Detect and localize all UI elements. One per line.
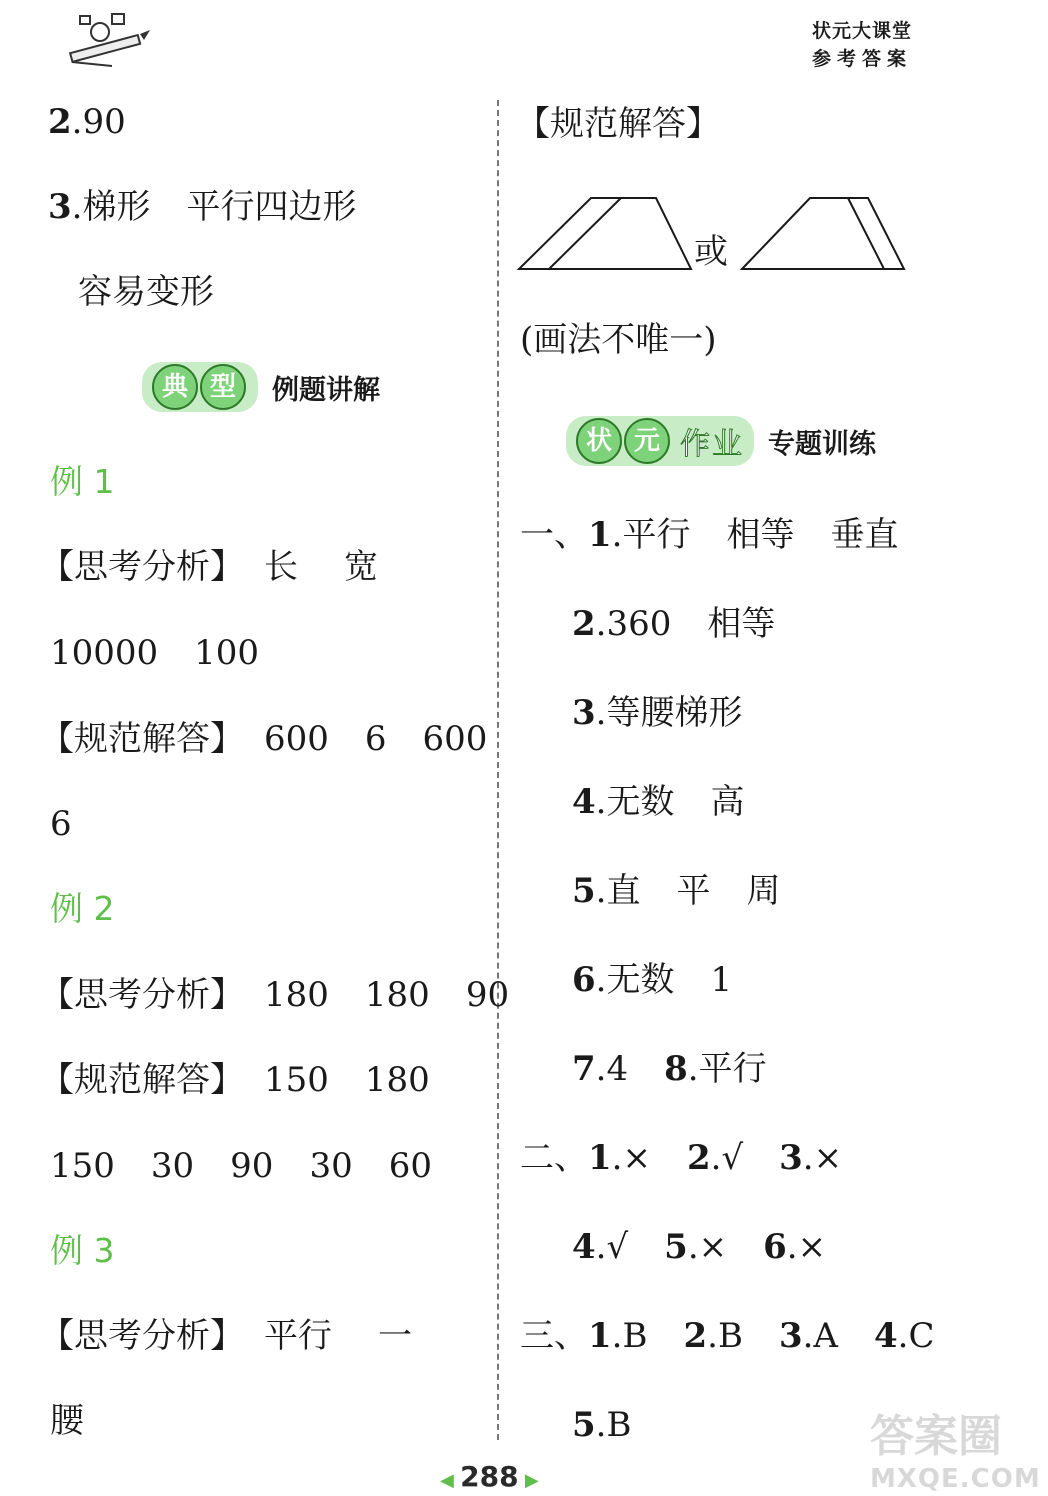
q3-row-1: 三、1.B 2.B 3.A 4.C bbox=[520, 1316, 935, 1356]
q1-2: 2.360 相等 bbox=[572, 604, 776, 644]
ex3-analysis: 【思考分析】 平行 一 bbox=[40, 1316, 412, 1356]
page-number: ◀ 288 ▶ bbox=[440, 1460, 539, 1493]
section-title: 例题讲解 bbox=[272, 374, 380, 406]
header-subtitle: 参考答案 bbox=[812, 48, 913, 70]
section-badge-typical: 典 型 例题讲解 bbox=[142, 362, 380, 412]
ex3-analysis-cont: 腰 bbox=[50, 1401, 84, 1441]
example-2-label: 例 2 bbox=[50, 889, 115, 928]
section-title-homework: 专题训练 bbox=[768, 428, 876, 460]
ex2-answer-cont: 150 30 90 30 60 bbox=[50, 1146, 432, 1186]
or-text: 或 bbox=[694, 232, 728, 272]
trapezoid-figure-2 bbox=[738, 194, 910, 274]
answer-3-cont: 容易变形 bbox=[78, 272, 214, 312]
q1-1: 一、1.平行 相等 垂直 bbox=[520, 515, 899, 555]
header-title: 状元大课堂 bbox=[812, 20, 913, 42]
note-text: (画法不唯一) bbox=[520, 320, 717, 360]
q2-row-1: 二、1.× 2.√ 3.× bbox=[520, 1138, 843, 1178]
answer-2: 2.90 bbox=[48, 102, 126, 142]
q3-row-2: 5.B bbox=[572, 1405, 632, 1445]
ex1-answer: 【规范解答】 600 6 600 bbox=[40, 719, 488, 759]
section-badge-homework: 状 元 作业 专题训练 bbox=[566, 416, 876, 466]
header-illustration bbox=[62, 10, 152, 72]
ex2-answer: 【规范解答】 150 180 bbox=[40, 1060, 430, 1100]
watermark: 答案圈 MXQE.COM bbox=[870, 1411, 1041, 1494]
example-1-label: 例 1 bbox=[50, 462, 115, 501]
ex1-analysis-cont: 10000 100 bbox=[50, 633, 260, 673]
q1-4: 4.无数 高 bbox=[572, 782, 745, 822]
q1-6: 6.无数 1 bbox=[572, 960, 733, 1000]
q1-7-8: 7.4 8.平行 bbox=[572, 1049, 767, 1089]
trapezoid-figure-1 bbox=[516, 194, 696, 274]
example-3-label: 例 3 bbox=[50, 1231, 115, 1270]
ex1-answer-cont: 6 bbox=[50, 804, 72, 844]
q1-3: 3.等腰梯形 bbox=[572, 693, 743, 733]
answer-3: 3.梯形 平行四边形 bbox=[48, 187, 357, 227]
right-answer-label: 【规范解答】 bbox=[516, 104, 720, 144]
ex2-analysis: 【思考分析】 180 180 90 bbox=[40, 975, 510, 1015]
ex1-analysis: 【思考分析】 长 宽 bbox=[40, 547, 378, 587]
q2-row-2: 4.√ 5.× 6.× bbox=[572, 1227, 827, 1267]
column-divider bbox=[497, 100, 499, 1440]
q1-5: 5.直 平 周 bbox=[572, 871, 781, 911]
